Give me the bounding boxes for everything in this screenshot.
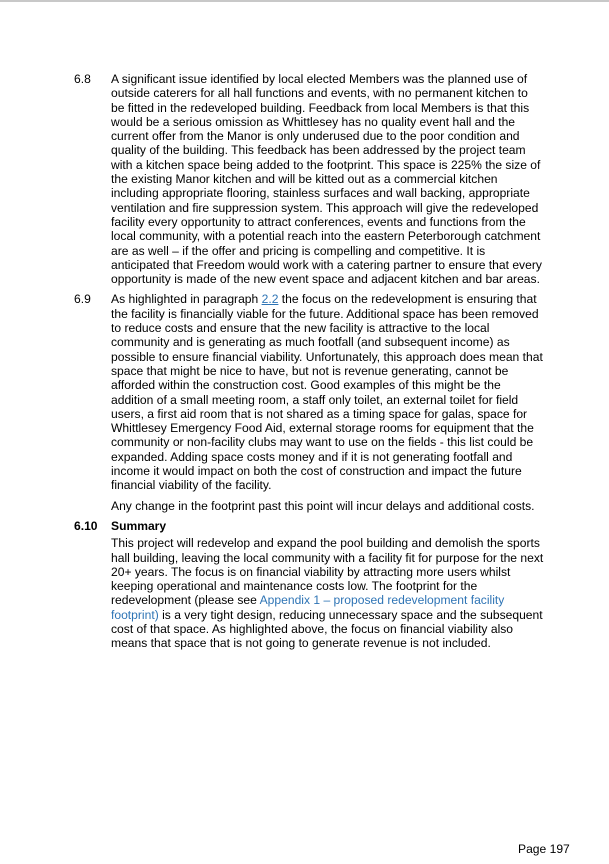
appendix-link[interactable]: Appendix 1 – proposed redevelopment facility footprint)	[111, 593, 505, 622]
paragraph-text-before-link: This project will redevelop and expand the pool building and demolish the sports hall building, leaving the local community with a facility fit for purpose for the next 20+ years. The focus is on financial viability by attracting more users whilst keeping operational and maintenance costs low. The footprint for the redevelopment (please see	[111, 536, 544, 608]
paragraph-6-8	[74, 72, 544, 286]
section-number: 6.10	[74, 518, 98, 533]
page-number: Page 197	[518, 842, 570, 856]
paragraph-reference-link[interactable]: 2.2	[261, 292, 279, 307]
document-body	[74, 72, 544, 657]
section-heading-6-10	[74, 519, 544, 533]
paragraph-number: 6.9	[74, 292, 91, 307]
paragraph-followup-text: Any change in the footprint past this point will incur delays and additional costs.	[111, 498, 535, 513]
page-top-rule	[0, 0, 609, 2]
paragraph-body	[111, 292, 544, 512]
paragraph-number-spacer	[74, 536, 111, 650]
paragraph-text-after-link: the focus on the redevelopment is ensuring that the facility is financially viable for the future. Additional space has been removed to reduce costs and ensure that the new facility is attractive to the local community and is generating as much footfall (and subsequent income) as possible to ensure financial viability. Unfortunately, this approach does mean that space that might be nice to have, but not is revenue generating, cannot be afforded within the construction cost. Good examples of this might be the addition of a small meeting room, a staff only toilet, an external toilet for field users, a first aid room that is not shared as a timing space for galas, space for Whittlesey Emergency Food Aid, external storage rooms for equipment that the community or non-facility clubs may want to use on the fields - this list could be expanded. Adding space costs money and if it is not generating footfall and income it would impact on both the cost of construction and impact the future financial viability of the facility.	[111, 292, 543, 493]
paragraph-text	[111, 536, 544, 650]
paragraph-text-after-link: is a very tight design, reducing unnecessary space and the subsequent cost of that space. As highlighted above, the focus on financial viability also means that space that is not going to generate revenue is not included.	[111, 607, 543, 651]
paragraph-6-9	[74, 292, 544, 512]
paragraph-body	[111, 72, 544, 286]
paragraph-number: 6.8	[74, 72, 91, 86]
section-heading: Summary	[111, 518, 167, 533]
paragraph-text-before-link: As highlighted in paragraph	[111, 292, 262, 307]
paragraph-text: A significant issue identified by local elected Members was the planned use of outside caterers for all hall functions and events, with no permanent kitchen to be fitted in the redeveloped building. Feedback from local Members is that this would be a serious omission as Whittlesey has no quality event hall and the current offer from the Manor is only underused due to the poor condition and quality of the building. This feedback has been addressed by the project team with a kitchen space being added to the footprint. This space is 225% the size of the existing Manor kitchen and will be kitted out as a commercial kitchen including appropriate flooring, stainless surfaces and wall backing, appropriate ventilation and fire suppression system. This approach will give the redeveloped facility every opportunity to attract conferences, events and functions from the local community, with a potential reach into the eastern Peterborough catchment are as well – if the offer and pricing is compelling and competitive. It is anticipated that Freedom would work with a catering partner to ensure that every opportunity is made of the new event space and adjacent kitchen and bar areas.	[111, 72, 542, 287]
paragraph-body	[111, 536, 544, 650]
paragraph-text	[111, 292, 544, 492]
paragraph-6-10	[74, 536, 544, 650]
